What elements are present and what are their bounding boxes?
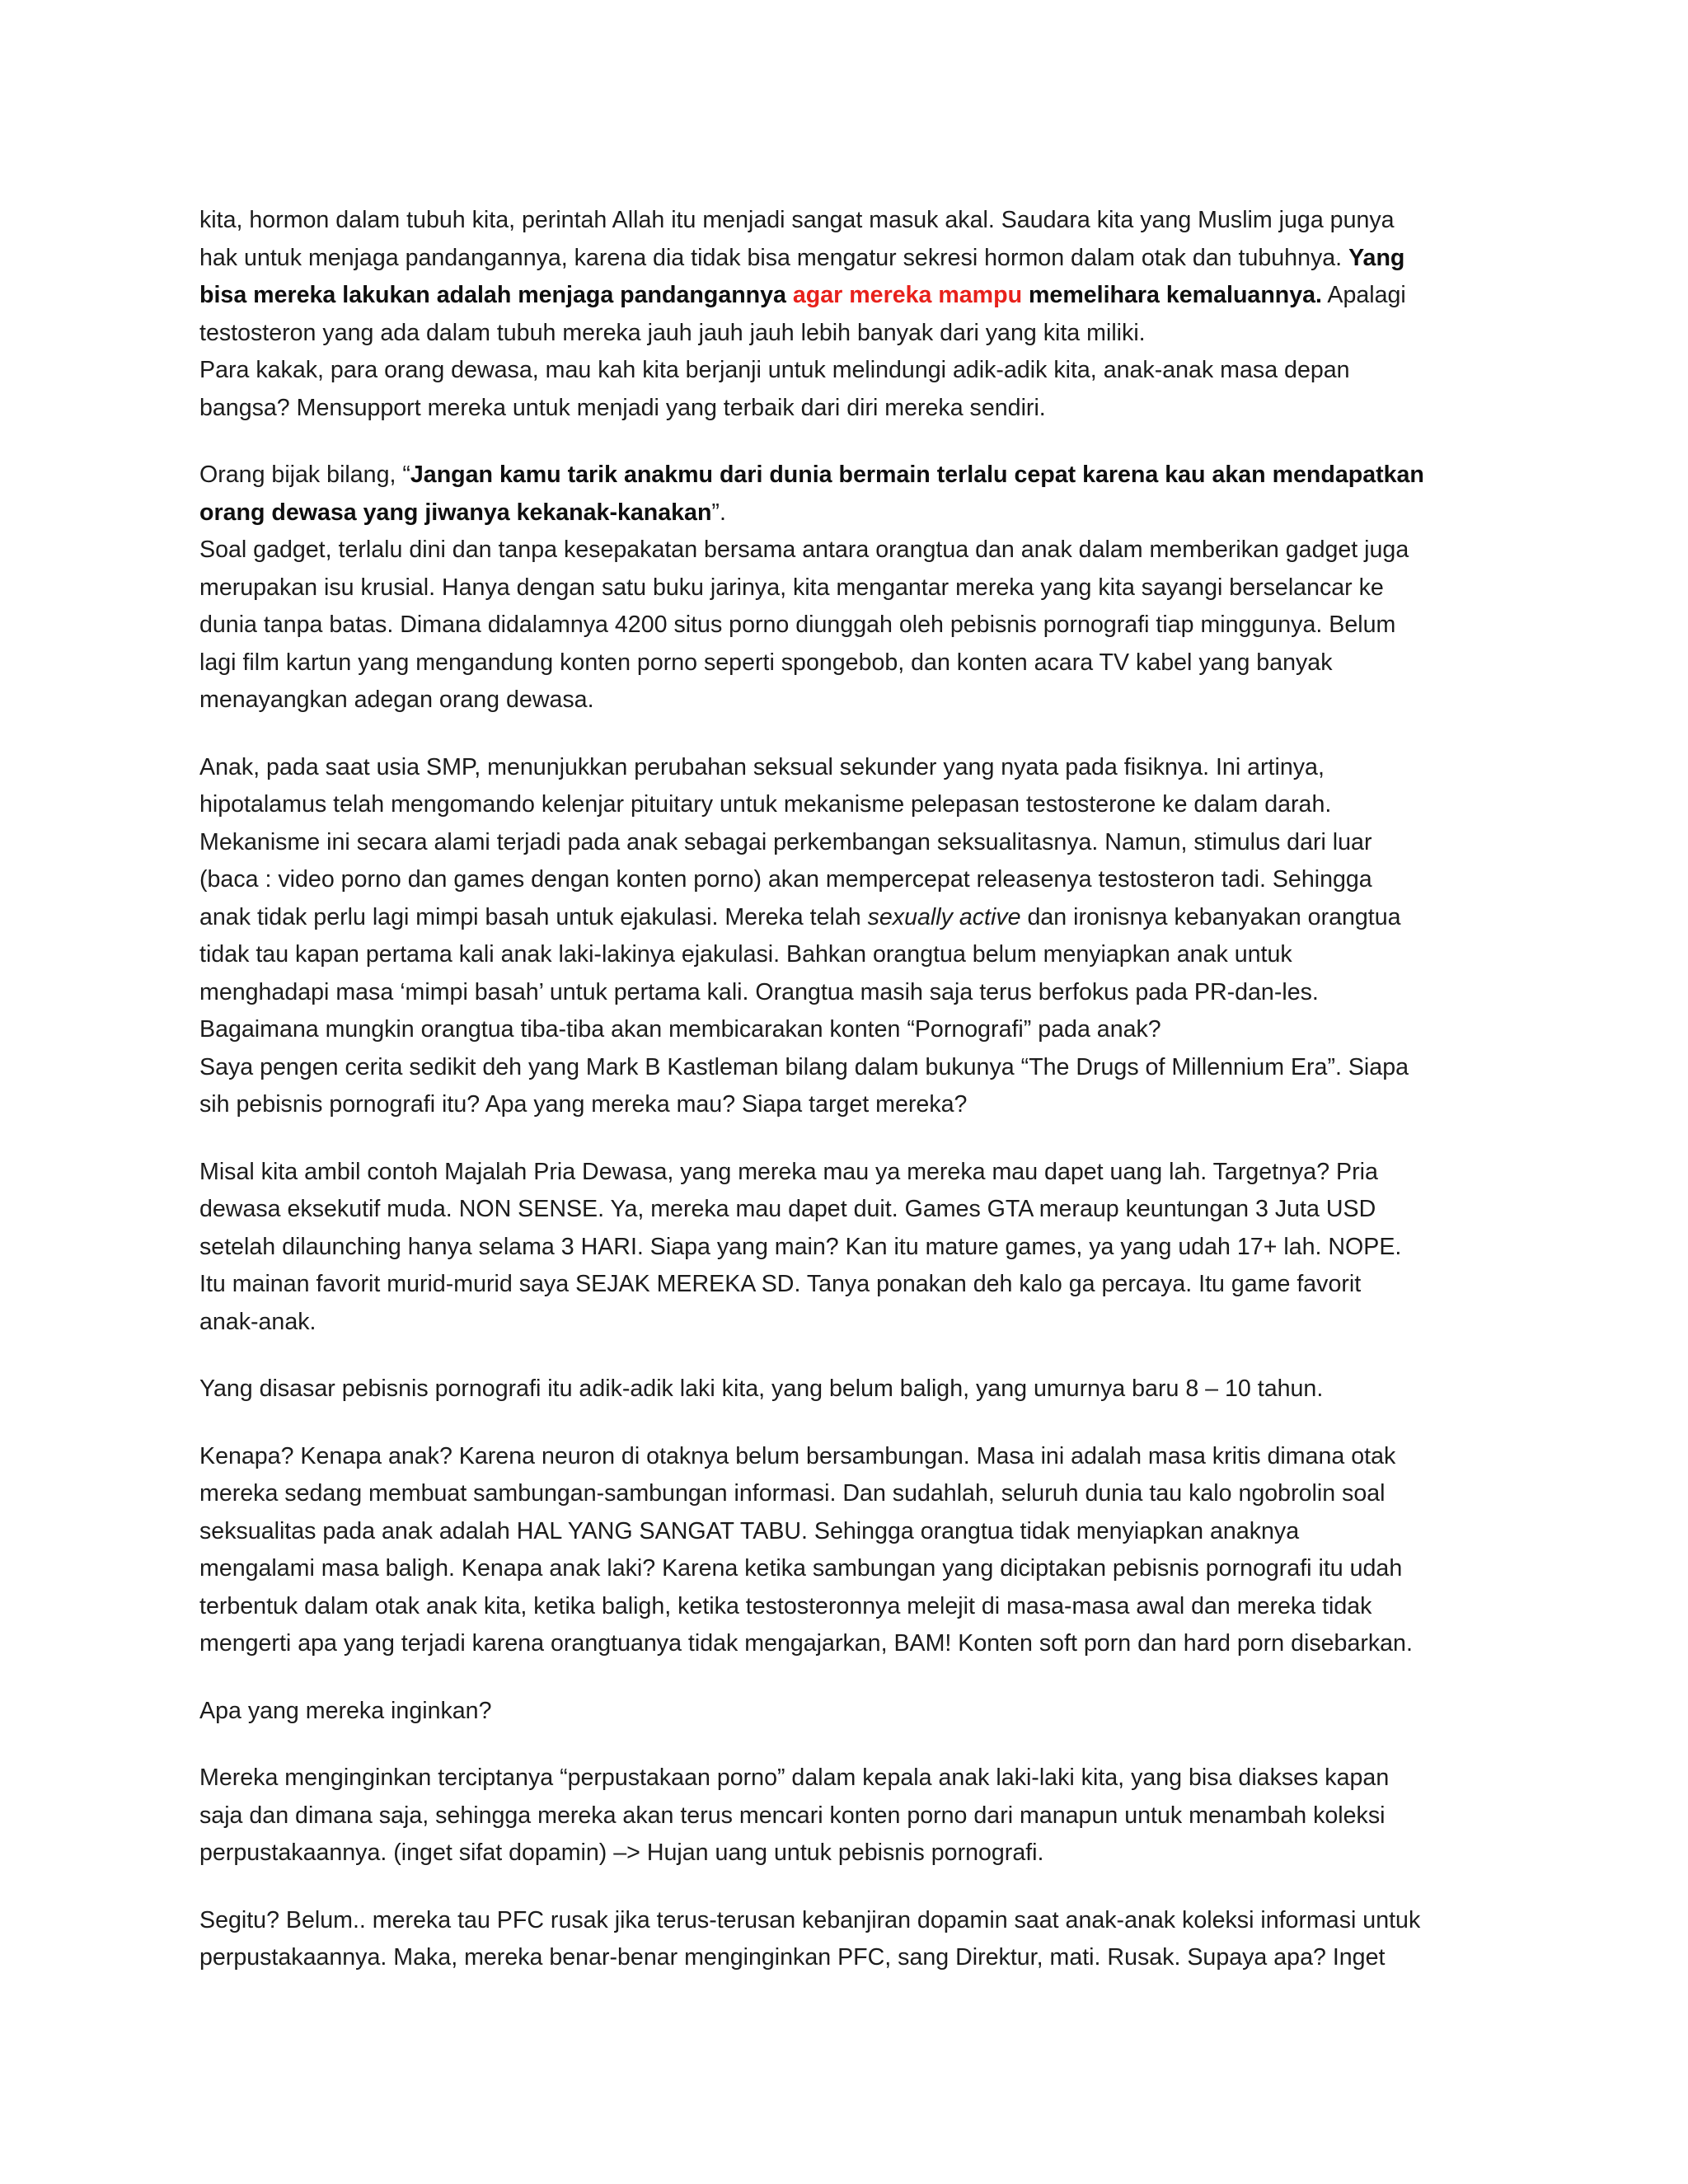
text-line: lagi film kartun yang mengandung konten porno seperti spongebob, dan konten acara TV kabel yang banyak (199, 649, 1333, 676)
text-line: hipotalamus telah mengomando kelenjar pituitary untuk mekanisme pelepasan testosterone ke dalam darah. (199, 791, 1332, 818)
text-line: kita, hormon dalam tubuh kita, perintah Allah itu menjadi sangat masuk akal. Saudara kita yang Muslim juga punya (199, 207, 1395, 233)
text-line: Anak, pada saat usia SMP, menunjukkan perubahan seksual sekunder yang nyata pada fisiknya. Ini artinya, (199, 753, 1325, 780)
text-line: dunia tanpa batas. Dimana didalamnya 4200 situs porno diunggah oleh pebisnis pornografi tiap minggunya. Belum (199, 612, 1396, 638)
text-line (199, 494, 1502, 532)
paragraph-magazine-example (199, 1154, 1502, 1342)
text-run: Orang bijak bilang, “ (199, 462, 410, 488)
bold-text: memelihara kemaluannya. (1022, 282, 1323, 308)
text-line: Apa yang mereka inginkan? (199, 1697, 492, 1724)
paragraph-kastleman (199, 1049, 1502, 1124)
text-line: Soal gadget, terlalu dini dan tanpa kesepakatan bersama antara orangtua dan anak dalam memberikan gadget juga (199, 537, 1409, 563)
text-line: sih pebisnis pornografi itu? Apa yang mereka mau? Siapa target mereka? (199, 1091, 968, 1118)
text-line: Mereka menginginkan terciptanya “perpustakaan porno” dalam kepala anak laki-laki kita, yang bisa diakses kapan (199, 1765, 1390, 1791)
paragraph-quote (199, 457, 1502, 532)
paragraph-hormones (199, 202, 1502, 352)
text-line: anak-anak. (199, 1308, 316, 1335)
text-line: merupakan isu krusial. Hanya dengan satu buku jarinya, kita mengantar mereka yang kita sayangi berselancar ke (199, 574, 1384, 601)
paragraph-why-children (199, 1438, 1502, 1663)
text-line: mereka sedang membuat sambungan-sambungan informasi. Dan sudahlah, seluruh dunia tau kalo ngobrolin soal (199, 1480, 1386, 1507)
text-line: (baca : video porno dan games dengan konten porno) akan mempercepat releasenya testosteron tadi. Sehingga (199, 866, 1372, 893)
document-body (199, 202, 1502, 2007)
text-line: menayangkan adegan orang dewasa. (199, 687, 594, 713)
text-line: Bagaimana mungkin orangtua tiba-tiba akan membicarakan konten “Pornografi” pada anak? (199, 1016, 1161, 1043)
text-line: Saya pengen cerita sedikit deh yang Mark B Kastleman bilang dalam bukunya “The Drugs of Millennium Era”. Siapa (199, 1053, 1409, 1080)
bold-text: orang dewasa yang jiwanya kekanak-kanakan (199, 499, 712, 526)
paragraph-appeal (199, 352, 1502, 427)
text-line: testosteron yang ada dalam tubuh mereka jauh jauh jauh lebih banyak dari yang kita miliki. (199, 319, 1146, 346)
text-line: terbentuk dalam otak anak kita, ketika baligh, ketika testosteronnya melejit di masa-masa awal dan mereka tidak (199, 1592, 1372, 1619)
paragraph-puberty (199, 749, 1502, 1049)
text-line: perpustakaannya. Maka, mereka benar-benar menginginkan PFC, sang Direktur, mati. Rusak. Supaya apa? Inget (199, 1944, 1386, 1971)
text-run: ”. (711, 499, 726, 526)
paragraph-library (199, 1760, 1502, 1872)
text-line: bangsa? Mensupport mereka untuk menjadi yang terbaik dari diri mereka sendiri. (199, 394, 1046, 421)
text-line: mengerti apa yang terjadi karena orangtuanya tidak mengajarkan, BAM! Konten soft porn dan hard porn disebarkan. (199, 1630, 1413, 1657)
paragraph-gadget (199, 532, 1502, 719)
text-run: dan ironisnya kebanyakan orangtua (1020, 903, 1401, 930)
bold-text: Jangan kamu tarik anakmu dari dunia bermain terlalu cepat karena kau akan mendapatkan (410, 462, 1424, 488)
text-line: Segitu? Belum.. mereka tau PFC rusak jika terus-terusan kebanjiran dopamin saat anak-anak koleksi informasi untuk (199, 1906, 1421, 1933)
text-line: Itu mainan favorit murid-murid saya SEJAK MEREKA SD. Tanya ponakan deh kalo ga percaya. Itu game favorit (199, 1271, 1362, 1297)
text-run: Apalagi (1322, 282, 1406, 308)
text-line: mengalami masa baligh. Kenapa anak laki? Karena ketika sambungan yang diciptakan pebisnis pornografi itu udah (199, 1555, 1403, 1582)
paragraph-question (199, 1693, 1502, 1731)
text-line: menghadapi masa ‘mimpi basah’ untuk pertama kali. Orangtua masih saja terus berfokus pada PR-dan-les. (199, 978, 1319, 1005)
text-line (199, 277, 1502, 315)
text-line (199, 899, 1502, 937)
bold-text: Yang (1348, 244, 1405, 271)
red-bold-text: agar mereka mampu (792, 282, 1023, 308)
text-line: Kenapa? Kenapa anak? Karena neuron di otaknya belum bersambungan. Masa ini adalah masa kritis dimana otak (199, 1442, 1396, 1469)
text-line: saja dan dimana saja, sehingga mereka akan terus mencari konten porno dari manapun untuk menambah koleksi (199, 1802, 1386, 1829)
text-line: tidak tau kapan pertama kali anak laki-lakinya ejakulasi. Bahkan orangtua belum menyiapkan anak untuk (199, 941, 1292, 968)
italic-text: sexually active (867, 903, 1021, 930)
bold-text: bisa mereka lakukan adalah menjaga pandangannya (199, 282, 793, 308)
text-line: Misal kita ambil contoh Majalah Pria Dewasa, yang mereka mau ya mereka mau dapet uang lah. Targetnya? Pria (199, 1158, 1378, 1185)
text-line (199, 240, 1502, 278)
text-line: setelah dilaunching hanya selama 3 HARI. Siapa yang main? Kan itu mature games, ya yang udah 17+ lah. NOPE. (199, 1233, 1402, 1260)
text-line (199, 457, 1502, 494)
text-line: perpustakaannya. (inget sifat dopamin) –> Hujan uang untuk pebisnis pornografi. (199, 1840, 1044, 1866)
text-line: Mekanisme ini secara alami terjadi pada anak sebagai perkembangan seksualitasnya. Namun, stimulus dari luar (199, 828, 1372, 855)
text-line: Yang disasar pebisnis pornografi itu adik-adik laki kita, yang belum baligh, yang umurnya baru 8 – 10 tahun. (199, 1376, 1324, 1402)
text-run: anak tidak perlu lagi mimpi basah untuk ejakulasi. Mereka telah (199, 903, 868, 930)
text-run: hak untuk menjaga pandangannya, karena dia tidak bisa mengatur sekresi hormon dalam otak dan tubuhnya. (199, 244, 1349, 271)
paragraph-pfc (199, 1902, 1502, 1977)
text-line: dewasa eksekutif muda. NON SENSE. Ya, mereka mau dapet duit. Games GTA meraup keuntungan 3 Juta USD (199, 1196, 1376, 1222)
text-line: Para kakak, para orang dewasa, mau kah kita berjanji untuk melindungi adik-adik kita, anak-anak masa depan (199, 357, 1350, 383)
paragraph-target (199, 1371, 1502, 1408)
text-line: seksualitas pada anak adalah HAL YANG SANGAT TABU. Sehingga orangtua tidak menyiapkan anaknya (199, 1517, 1300, 1544)
